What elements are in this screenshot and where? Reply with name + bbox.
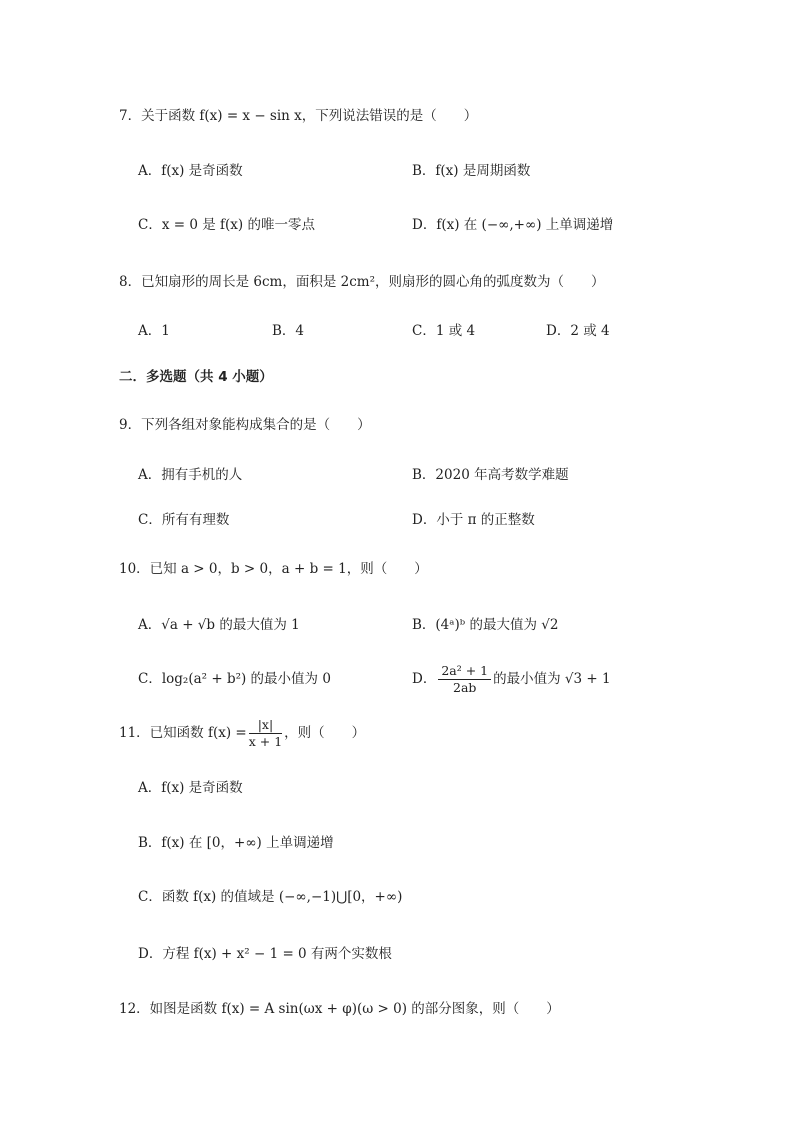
q8-option-c: C．1 或 4 — [412, 323, 476, 339]
q7-option-a: A．f(x) 是奇函数 — [138, 163, 243, 179]
q10-stem: 10．已知 a > 0，b > 0，a + b = 1，则（ ） — [119, 561, 428, 577]
q10-option-d-rest: 的最小值为 √3 + 1 — [493, 671, 611, 687]
q9-option-a: A．拥有手机的人 — [138, 467, 243, 483]
q10-option-b: B．(4ᵃ)ᵇ 的最大值为 √2 — [412, 617, 559, 633]
q10-option-d-fraction — [438, 663, 491, 696]
q9-option-d: D．小于 π 的正整数 — [412, 512, 535, 528]
q10-option-d — [412, 660, 611, 698]
q7-option-d: D．f(x) 在 (−∞,+∞) 上单调递增 — [412, 217, 614, 233]
q11-stem-fraction — [249, 717, 282, 750]
q11-fraction-denominator: x + 1 — [248, 734, 283, 749]
q10-option-d-numerator: 2a² + 1 — [438, 663, 491, 680]
q11-option-b: B．f(x) 在 [0，+∞) 上单调递增 — [138, 835, 334, 851]
q8-stem: 8．已知扇形的周长是 6cm，面积是 2cm²，则扇形的圆心角的弧度数为（ ） — [119, 274, 605, 290]
q8-option-a: A．1 — [138, 323, 170, 339]
q11-option-c: C．函数 f(x) 的值域是 (−∞,−1)⋃[0，+∞) — [138, 889, 403, 905]
section-title-multiple-choice: 二．多选题（共 4 小题） — [119, 369, 273, 385]
q10-option-a: A．√a + √b 的最大值为 1 — [138, 617, 300, 633]
q10-option-c: C．log₂(a² + b²) 的最小值为 0 — [138, 671, 331, 687]
q11-stem — [119, 714, 365, 752]
q11-fraction-numerator: |x| — [249, 717, 282, 734]
q12-stem: 12．如图是函数 f(x) = A sin(ωx + φ)(ω > 0) 的部分图象，则（ ） — [119, 1001, 560, 1017]
q8-option-d: D．2 或 4 — [546, 323, 610, 339]
q7-option-c: C．x = 0 是 f(x) 的唯一零点 — [138, 217, 315, 233]
q11-stem-suffix: ，则（ ） — [284, 725, 366, 741]
q8-option-b: B．4 — [272, 323, 305, 339]
q9-option-b: B．2020 年高考数学难题 — [412, 467, 569, 483]
q11-option-d: D．方程 f(x) + x² − 1 = 0 有两个实数根 — [138, 946, 392, 962]
q9-stem: 9．下列各组对象能构成集合的是（ ） — [119, 417, 371, 433]
q7-option-b: B．f(x) 是周期函数 — [412, 163, 531, 179]
q11-stem-prefix: 11．已知函数 f(x) = — [119, 725, 247, 741]
q10-option-d-denominator: 2ab — [453, 680, 477, 695]
q9-option-c: C．所有有理数 — [138, 512, 230, 528]
q11-option-a: A．f(x) 是奇函数 — [138, 780, 243, 796]
q10-option-d-label: D． — [412, 671, 437, 687]
q7-stem: 7．关于函数 f(x) = x − sin x，下列说法错误的是（ ） — [119, 108, 478, 124]
